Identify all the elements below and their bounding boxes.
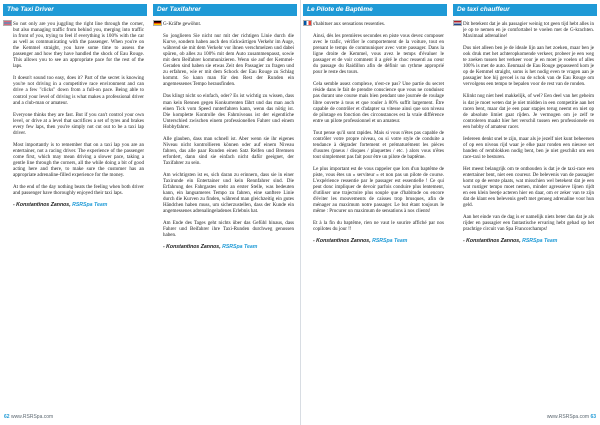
page-number: 62 [4, 414, 10, 420]
column-body [13, 21, 144, 409]
signature [163, 244, 294, 250]
author-name: - Konstantinos Zannos, [13, 202, 73, 209]
paragraph: Dus niet alleen ben je de ideale lijn aan het zoeken, maar ben je ook druk met het achteropkomende verkeer, probeer je een weg te zoeken tussen het verkeer voor je en moet je voelen of alles 100% is met de auto. Eenmaal de Eau Rouge gepasseerd kom je op de Kemmel straight, soms is het nodig even te vragen aan je passagier hoe hij gevoel is na de schok van de Eau Rouge om vervolgens een tempo te bepalen voor de rest van de ronden. [463, 45, 594, 88]
paragraph: Cela semble assez complexe, n'est-ce pas? Une partie du secret réside dans le fait de prendre conscience que vous ne conduisez pas durant une course mais bien pendant une journée de roulage libre ouverte à tous et que rouler à 80% suffit largement. Être capable de contrôler et d'adapter sa vitesse ainsi que son niveau de pilotage en fonction des circonstances est la vraie différence entre un pilote professionnel et un amateur. [313, 81, 444, 124]
paragraph: s'habituer aux sensations ressenties. [313, 21, 386, 27]
signature [463, 238, 594, 244]
paragraph: Am wichtigsten ist es, sich daran zu erinnern, dass sie in einer Taxirunde ein Entertainer und kein Rennfahrer sind. Die Erfahrung des Fahrgastes steht an erster Stelle, was bedeuten kann, ein langsameres Tempo zu fahren, eine sanftere Linie durch die Kurven zu finden, während man gleichzeitig ein gutes Händchen haben muss, um sicherzustellen, dass der Kunde ein angemessenes adrenalingeladenes Erlebnis hat. [163, 171, 294, 215]
paragraph: At the end of the day nothing beats the feeling when both driver and passenger have thoroughly enjoyed their taxi laps. [13, 184, 144, 197]
paragraph: Most importantly is to remember that on a taxi lap you are an entertainer, not a racing driver. The experience of the passenger come first, which may mean driving a slower pace, taking a gentle line through the corners, all the while doing a bit of good acting here and there, to make sure the customer has an appropriate adrenaline-filled experience for the money. [13, 141, 144, 179]
author-name: - Konstantinos Zannos, [163, 244, 223, 251]
website-link[interactable]: www.RSRSpa.com [10, 414, 54, 420]
paragraph: Et à la fin du baptême, rien ne vaut le sourire affiché par nos copilotes du jour !! [313, 220, 444, 233]
paragraph: Alle glauben, dass man schnell ist. Aber wenn sie ihr eigenes Niveau nicht kontrollieren können oder auf einem Niveau fahren, das alle paar Runden einen Satz Reifen und Bremsen erfordert, dann sind sie einfach nicht dafür geeignet, der Taxifahrer zu sein. [163, 135, 294, 166]
signature [313, 238, 444, 244]
column-french [300, 0, 450, 425]
column-title: Le Pilote de Baptême [303, 4, 447, 16]
column-body [463, 21, 594, 409]
paragraph: So not only are you juggling the right line through the corner, but also managing traffic from behind you, merging into traffic in front of you, trying to feel if everything is 100% with the car as well as communicating with the passenger. When you're on the Kemmel straight, you have some time to assess the passenger and how they have handled the shock of Eau Rouge. This allows you to see an appropriate pace for the rest of the laps. [13, 21, 144, 70]
column-title: The Taxi Driver [3, 4, 147, 16]
author-name: - Konstantinos Zannos, [463, 238, 523, 245]
paragraph: Dit betekent dat je als passagier weinig tot geen tijd hebt alles in je op te nemen en je comfortabel te voelen met de G-krachten. Maximaal adrenaline! [463, 21, 594, 40]
footer-left [4, 413, 53, 422]
column-title: Der Taxifahrer [153, 4, 297, 16]
dutch-flag-icon [453, 20, 462, 26]
brand-name: RSRSpa Team [222, 244, 258, 251]
column-english [0, 0, 150, 425]
column-body [163, 21, 294, 409]
french-flag-icon [303, 20, 312, 26]
paragraph: Het meest belangrijk om te onthouden is dat je de taxi-race een entertainer bent, niet een coureur. De belevenis van de passagier komt op de eerste plaats, wat misschien wel betekent dat je een wat rustiger tempo moet nemen, minder agressieve lijnen rijdt en een klein beetje acteren hier en daar, om er zeker van te zijn dat de klant een belevenis geeft met genoeg adrenaline voor hun geld. [463, 165, 594, 209]
brand-name: RSRSpa Team [372, 238, 408, 245]
footer-right [547, 413, 596, 422]
author-name: - Konstantinos Zannos, [313, 238, 373, 245]
paragraph: Klinkt nog niet heel makkelijk, of wel? Een deel van het geheim is dat je moet weten dat je niet midden in een competitie aan het racen bent, maar dat je een paar stapjes terug neemt en niet op de absolute limiet gaat rijden. Je vermogen om je zelf te controleren maakt hier het verschil tussen een professionele en een hobby of amateur racer. [463, 93, 594, 130]
website-link[interactable]: www.RSRSpa.com [546, 414, 590, 420]
paragraph: Am Ende des Tages geht nichts über das Gefühl hinaus, dass Fahrer und Beifahrer ihre Taxi-Runden durchweg genossen haben. [163, 220, 294, 239]
paragraph: So jonglieren Sie nicht nur mit der richtigen Linie durch die Kurve, sondern haben auch den rückwärtigen Verkehr im Auge, während sie mit dem Verkehr vor ihnen verschmelzen und dabei spüren, ob alles zu 100% mit dem Auto zusammenpasst, sowie mit dem Beifahrer kommunizieren. Wenn sie auf der Kemmel-Geraden sind haben sie etwas Zeit den Passagier zu fragen und zu erfahren, wie er mit dem Schock der Eau Rouge zu Schlag kommt. So kann man für den Rest der Runden ein angemessenes Tempo herausfinden. [163, 33, 294, 88]
paragraph: G-Kräfte gewöhnt. [163, 21, 202, 27]
paragraph: It doesn't sound too easy, does it? Part of the secret is knowing you're not driving in a competitive race environment and can drive a few "clicks" down from a full-on pace. Being able to control your level of driving is what makes a professional driver and a club-man or amateur. [13, 75, 144, 106]
brand-name: RSRSpa Team [522, 238, 558, 245]
paragraph: Tout pense qu'il sont rapides. Mais si vous n'êtes pas capable de contrôler votre propre niveau, ou si votre style de conduite a tendance à dégrader fortement et prématurément les pièces d'usures (pneus / disques / plaquettes / etc. ) alors vous n'êtes tout simplement pas fait pour être un pilote de baptême. [313, 129, 444, 160]
paragraph: Ainsi, dès les premières secondes en piste vous devez composer avec le trafic, vérifier le comportement de la voiture, tout en prenant le temps de communiquer avec votre passager. Dans la ligne droite de Kemmel, vous avez le temps d'évaluer le passager et de voir comment il a géré le choc ressenti au cœur du passage du Raidillon afin de définir un rythme approprié pour le reste des tours. [313, 33, 444, 76]
column-title: De taxi chauffeur [453, 4, 597, 16]
paragraph: Iedereen denkt snel te zijn, maar als je jezelf niet kunt beheersen of op een niveau rijd waar je elke paar ronden een nieuwe set banden of remblokken nodig bent, ben je niet geschikt om een race-taxi te besturen. [463, 135, 594, 160]
column-german [150, 0, 300, 425]
signature [13, 202, 144, 208]
brand-name: RSRSpa Team [72, 202, 108, 209]
paragraph: Everyone thinks they are fast. But if you can't control your own level, or drive at a level that sacrifices a set of tyres and brakes every few laps, then you're simply not cut out to be a taxi lap driver. [13, 111, 144, 136]
uk-flag-icon [3, 20, 12, 26]
german-flag-icon [153, 20, 162, 26]
column-body [313, 21, 444, 409]
column-dutch [450, 0, 600, 425]
paragraph: Le plus important est de vous rappeler que lors d'un baptême de piste, vous êtes un « serviteur » et non pas un pilote de course. L'expérience ressentie par le passager est essentielle ! Ce qui peut donc impliquer de devoir parfois conduire plus lentement, d'utiliser une trajectoire plus souple que d'habitude ou encore d'éviter les mouvements de caisses trop brusques, afin de ménager au maximum notre passager. Le but étant toujours le même : Procurer un maximum de sensations à nos clients! [313, 165, 444, 215]
page-number: 63 [590, 414, 596, 420]
paragraph: Das klingt nicht so einfach, oder? Es ist wichtig zu wissen, dass man kein Rennen gegen Konkurrenten fährt und das man auch einen Tick vom Speed runterfahren kann, wenn das nötig ist. Die komplette Kontrolle des Fahrniveaus ist der eigentliche Unterschied zwischen einem professionellen Fahrer und einem Hobbyfahrer. [163, 93, 294, 130]
paragraph: Aan het einde van de dag is er namelijk niets beter dan dat je als rijder en passagier een fantastische ervaring hebt gehad op het prachtige circuit van Spa Francorchamps! [463, 214, 594, 233]
